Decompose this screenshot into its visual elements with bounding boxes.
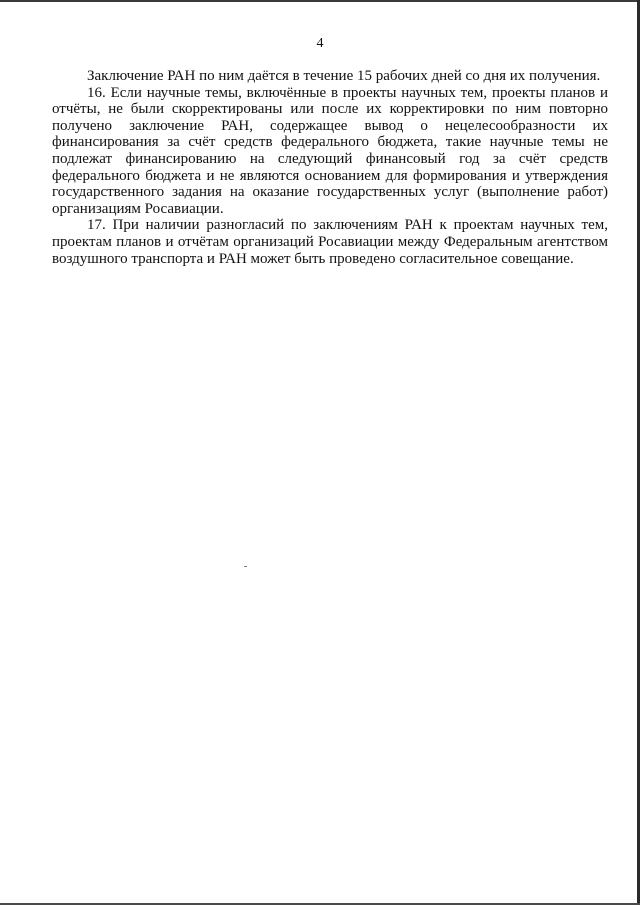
page-number: 4 [316, 36, 324, 51]
paragraph-17: 17. При наличии разногласий по заключениям РАН к проектам научных тем, проектам планов и отчётам организаций Росавиации между Федеральным агентством воздушного транспорта и РАН может быть проведено согласительное совещание. [52, 217, 608, 267]
paragraph-16: 16. Если научные темы, включённые в проекты научных тем, проекты планов и отчёты, не были скорректированы или после их корректировки по ним повторно получено заключение РАН, содержащее вывод о нецелесообразности их финансирования за счёт средств федерального бюджета, такие научные темы не подлежат финансированию на следующий финансовый год за счёт средств федерального бюджета и не являются основанием для формирования и утверждения государственного задания на оказание государственных услуг (выполнение работ) организациям Росавиации. [52, 84, 608, 217]
scan-edge-top [0, 0, 640, 2]
scan-speck [244, 566, 247, 567]
document-body [52, 68, 608, 267]
paragraph-conclusion-term: Заключение РАН по ним даётся в течение 15 рабочих дней со дня их получения. [87, 68, 601, 84]
